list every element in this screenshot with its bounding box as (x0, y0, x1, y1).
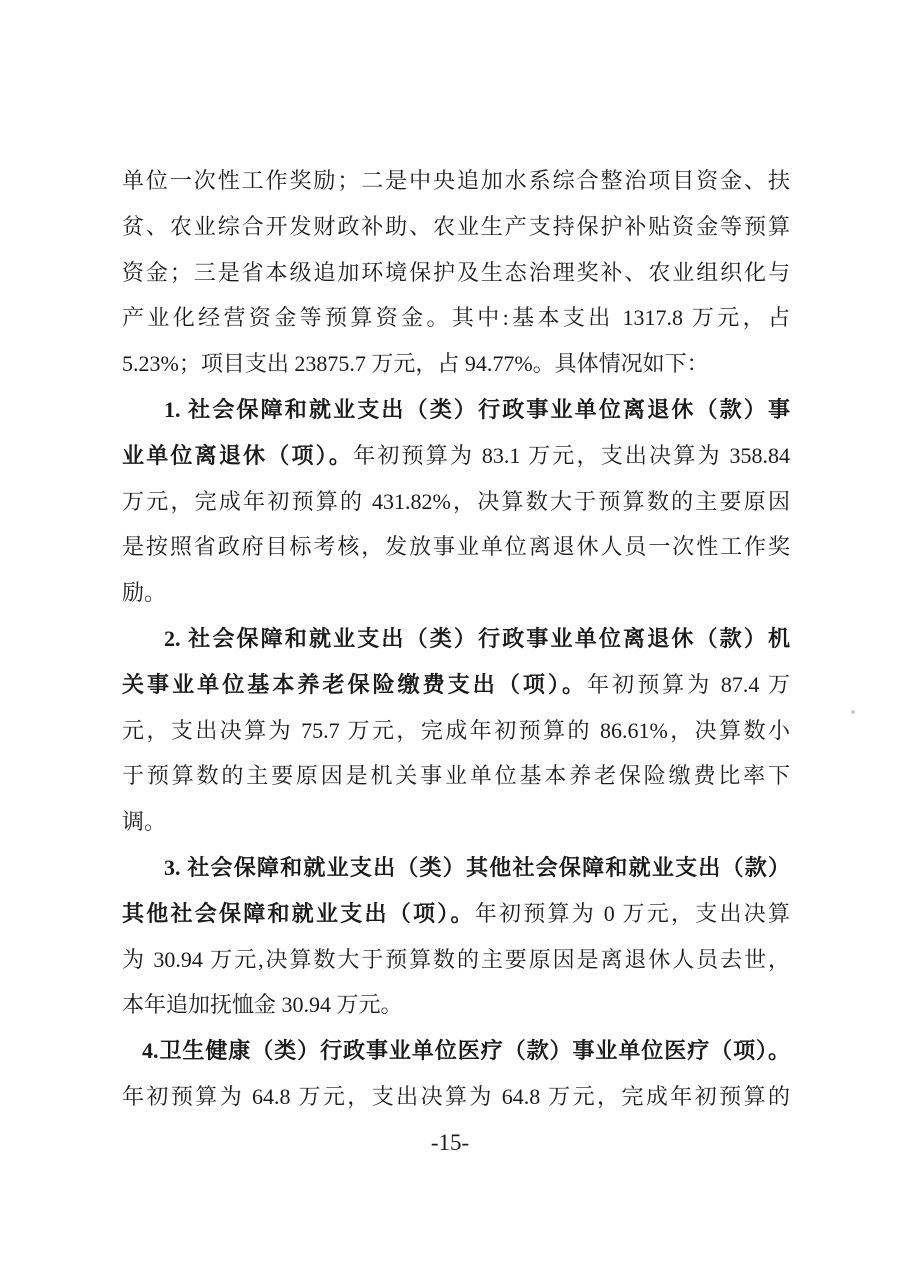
text-line (122, 1028, 790, 1074)
text-segment: 年初预算为 0 万元，支出决算 (474, 900, 790, 926)
bold-text-segment: 其他社会保障和就业支出（项）。 (122, 900, 475, 926)
text-segment: 贫、农业综合开发财政补助、农业生产支持保护补贴资金等预算 (122, 213, 790, 239)
bold-text-segment: 业单位离退休（项）。 (122, 442, 354, 468)
text-line (122, 341, 790, 387)
text-segment: 产业化经营资金等预算资金。其中:基本支出 1317.8 万元，占 (122, 305, 790, 331)
text-line (122, 433, 790, 479)
text-segment: 资金；三是省本级追加环境保护及生态治理奖补、农业组织化与 (122, 259, 790, 285)
text-line (122, 708, 790, 754)
text-line (122, 1074, 790, 1120)
text-segment: 于预算数的主要原因是机关事业单位基本养老保险缴费比率下 (122, 763, 790, 789)
text-line (122, 799, 790, 845)
text-segment: 元，支出决算为 75.7 万元，完成年初预算的 86.61%，决算数小 (122, 717, 790, 743)
scan-artifact (851, 710, 855, 714)
bold-text-segment: 4.卫生健康（类）行政事业单位医疗（款）事业单位医疗（项）。 (142, 1038, 790, 1064)
text-segment: 单位一次性工作奖励；二是中央追加水系综合整治项目资金、扶 (122, 168, 790, 193)
text-line (122, 479, 790, 525)
text-line (122, 845, 790, 891)
bold-text-segment: 关事业单位基本养老保险缴费支出（项）。 (122, 671, 588, 697)
page-number: -15- (430, 1130, 470, 1155)
text-line (122, 387, 790, 433)
text-line (122, 158, 790, 204)
bold-text-segment: 2. 社会保障和就业支出（类）行政事业单位离退休（款）机 (164, 625, 790, 651)
text-segment: 调。 (122, 809, 167, 835)
text-segment: 是按照省政府目标考核，发放事业单位离退休人员一次性工作奖 (122, 534, 790, 560)
text-line (122, 524, 790, 570)
text-segment: 年初预算为 64.8 万元，支出决算为 64.8 万元，完成年初预算的 (122, 1083, 790, 1109)
text-segment: 本年追加抚恤金 30.94 万元。 (122, 992, 403, 1018)
text-segment: 年初预算为 87.4 万 (587, 671, 790, 697)
bold-text-segment: 3. 社会保障和就业支出（类）其他社会保障和就业支出（款） (164, 854, 790, 880)
text-line (122, 891, 790, 937)
text-segment: 5.23%；项目支出 23875.7 万元，占 94.77%。具体情况如下： (122, 351, 709, 377)
text-line (122, 616, 790, 662)
text-block (122, 158, 790, 1120)
text-segment: 万元，完成年初预算的 431.82%，决算数大于预算数的主要原因 (122, 488, 790, 514)
text-line (122, 204, 790, 250)
text-line (122, 295, 790, 341)
text-segment: 为 30.94 万元,决算数大于预算数的主要原因是离退休人员去世， (122, 946, 790, 972)
bold-text-segment: 1. 社会保障和就业支出（类）行政事业单位离退休（款）事 (164, 396, 790, 422)
text-segment: 励。 (122, 580, 167, 606)
text-line (122, 570, 790, 616)
text-line (122, 662, 790, 708)
text-line (122, 982, 790, 1028)
text-line (122, 937, 790, 983)
text-segment: 年初预算为 83.1 万元，支出决算为 358.84 (353, 442, 790, 468)
text-line (122, 753, 790, 799)
text-line (122, 250, 790, 296)
